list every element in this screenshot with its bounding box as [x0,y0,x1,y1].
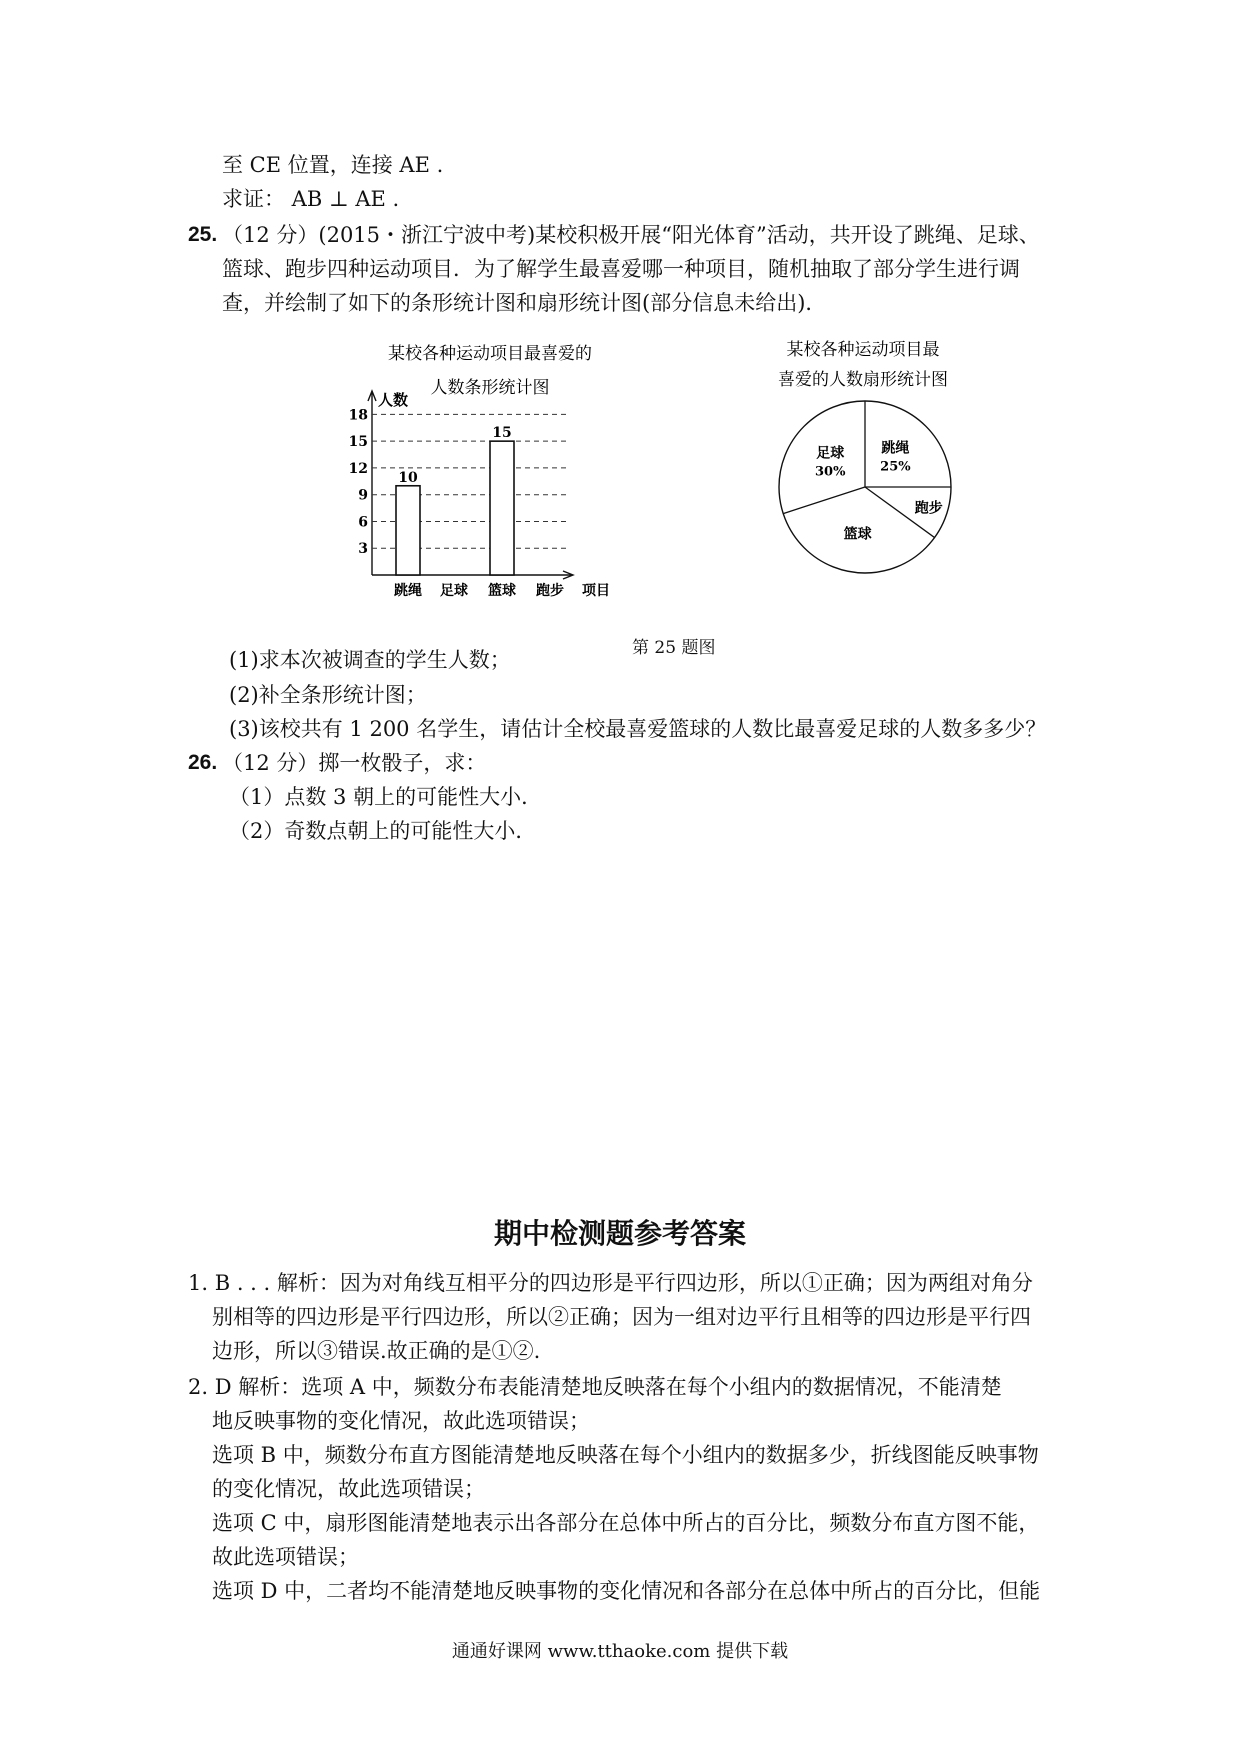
question-26-sub-1: （1）点数 3 朝上的可能性大小． [229,785,543,809]
bar-chart [340,335,630,610]
question-26-sub-2: （2）奇数点朝上的可能性大小． [229,819,537,843]
bar [396,486,420,575]
x-tick-label: 足球 [440,583,468,599]
pie-slice-percent: 30% [814,464,846,480]
answer-2-line-3: 选项 B 中，频数分布直方图能清楚地反映落在每个小组内的数据多少，折线图能反映事物 [212,1443,1039,1467]
x-tick-label: 篮球 [488,583,516,599]
pie-chart-title-1: 某校各种运动项目最 [786,340,940,360]
answer-2-line-1: 2. D 解析：选项 A 中，频数分布表能清楚地反映落在每个小组内的数据情况，不能清楚 [188,1375,1002,1399]
answer-1-line-3: 边形，所以③错误.故正确的是①②. [212,1339,541,1363]
answer-2-line-7: 选项 D 中，二者均不能清楚地反映事物的变化情况和各部分在总体中所占的百分比，但能 [212,1579,1041,1603]
answer-2-line-4: 的变化情况，故此选项错误； [212,1477,485,1501]
question-25-line-3: 查，并绘制了如下的条形统计图和扇形统计图(部分信息未给出)． [222,291,827,315]
question-25-sub-1: (1)求本次被调查的学生人数； [229,648,511,672]
y-tick-label: 9 [358,487,368,504]
bar [490,441,514,575]
x-tick-label: 跳绳 [394,583,422,599]
pie-slice-label: 跳绳 [881,440,910,457]
y-axis-label: 人数 [378,391,409,409]
pie-slice-label: 篮球 [843,526,872,543]
question-26-line-1: （12 分）掷一枚骰子，求： [222,751,487,775]
answers-title: 期中检测题参考答案 [493,1217,746,1250]
y-tick-label: 3 [358,541,368,558]
pie-chart-title-2: 喜爱的人数扇形统计图 [778,370,948,390]
answer-2-line-6: 故此选项错误； [212,1545,359,1569]
question-25-line-2: 篮球、跑步四种运动项目．为了解学生最喜爱哪一种项目，随机抽取了部分学生进行调 [222,257,1020,281]
pie-chart [745,335,980,595]
pie-slice-label: 跑步 [914,500,943,517]
pie-slice-label: 足球 [816,445,845,462]
y-tick-label: 12 [348,460,368,477]
x-tick-label: 跑步 [536,583,564,599]
figure-caption: 第 25 题图 [632,638,716,658]
answer-2-line-5: 选项 C 中，扇形图能清楚地表示出各部分在总体中所占的百分比，频数分布直方图不能， [212,1511,1040,1535]
question-25-number: 25. [188,223,218,246]
prev-line-2: 求证： AB ⊥ AE . [222,187,400,211]
question-26-number: 26. [188,751,218,774]
prev-line-1: 至 CE 位置，连接 AE . [222,153,444,177]
y-tick-label: 18 [348,407,368,424]
bar-chart-title-2: 人数条形统计图 [430,378,550,398]
answer-1-line-2: 别相等的四边形是平行四边形，所以②正确；因为一组对边平行且相等的四边形是平行四 [212,1305,1031,1329]
footer-source: 通通好课网 www.tthaoke.com 提供下载 [451,1641,789,1662]
question-25-sub-3: (3)该校共有 1 200 名学生，请估计全校最喜爱篮球的人数比最喜爱足球的人数多多少？ [229,717,1047,741]
answer-1-line-1: 1. B . . . 解析：因为对角线互相平分的四边形是平行四边形，所以①正确；因为两组对角分 [188,1271,1033,1295]
question-25-sub-2: (2)补全条形统计图； [229,683,427,707]
bar-value-label: 15 [492,425,512,442]
answer-2-line-2: 地反映事物的变化情况，故此选项错误； [212,1409,590,1433]
x-axis-label: 项目 [582,583,610,599]
question-25-line-1: （12 分）(2015・浙江宁波中考)某校积极开展“阳光体育”活动，共开设了跳绳、足球、 [222,223,1040,247]
y-tick-label: 6 [358,514,368,531]
bar-value-label: 10 [398,469,418,486]
pie-slice-percent: 25% [880,459,911,475]
y-tick-label: 15 [348,434,368,451]
bar-chart-title-1: 某校各种运动项目最喜爱的 [388,344,592,364]
